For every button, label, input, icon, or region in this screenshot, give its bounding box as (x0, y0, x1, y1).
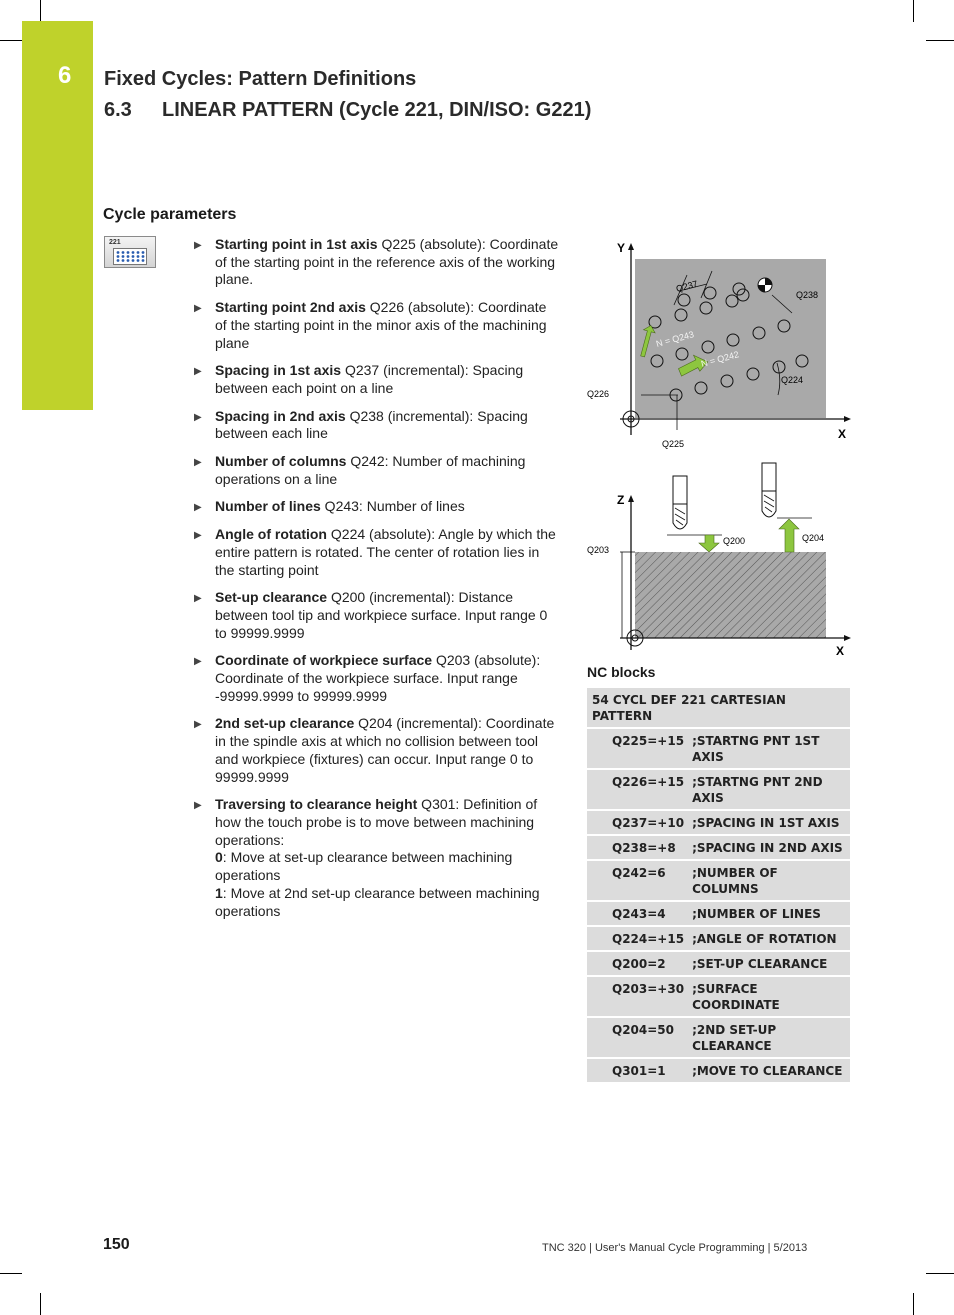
footer-text: TNC 320 | User's Manual Cycle Programming | 5/2013 (542, 1242, 808, 1254)
param-name: 2nd set-up clearance (215, 715, 355, 732)
param-q242 (194, 453, 560, 488)
param-desc: Q238 (incremental): Spacing between each line (215, 407, 528, 442)
nc-code: Q203=+30 (587, 976, 688, 1017)
nc-comment: ;SURFACE COORDINATE (688, 976, 850, 1017)
crop-mark (40, 0, 41, 22)
page-number: 150 (103, 1236, 130, 1253)
label-q237: Q237 (674, 278, 699, 294)
table-row (587, 810, 850, 835)
label-q242: N = Q242 (699, 349, 740, 369)
nc-code: Q224=+15 (587, 926, 688, 951)
bullet-arrow-icon: ▶ (194, 411, 202, 423)
option-key: 0 (215, 849, 223, 866)
tool-right-icon (762, 463, 776, 517)
pattern-diagram (582, 235, 852, 660)
table-row (587, 976, 850, 1017)
nc-code: Q225=+15 (587, 728, 688, 769)
param-q200 (194, 589, 560, 642)
param-q226 (194, 299, 560, 352)
axis-label-x: X (838, 427, 847, 441)
crop-mark (40, 1293, 41, 1315)
nc-code: Q243=4 (587, 901, 688, 926)
table-row (587, 835, 850, 860)
param-desc: Q243: Number of lines (320, 498, 465, 515)
label-q203: Q203 (587, 545, 610, 555)
bullet-arrow-icon: ▶ (194, 303, 202, 315)
y-axis-arrow-icon (628, 243, 634, 250)
nc-code: Q226=+15 (587, 769, 688, 810)
nc-comment: ;STARTNG PNT 1ST AXIS (688, 728, 850, 769)
nc-code: Q242=6 (587, 860, 688, 901)
table-row (587, 1058, 850, 1083)
param-name: Angle of rotation (215, 526, 327, 543)
label-q225: Q225 (662, 439, 685, 449)
section-number: 6.3 (104, 99, 132, 121)
axis-label-z: Z (617, 493, 625, 507)
param-q237 (194, 362, 560, 397)
label-q243: N = Q243 (654, 329, 695, 349)
param-q225 (194, 236, 560, 289)
bullet-arrow-icon: ▶ (194, 502, 202, 514)
side-view (587, 463, 851, 658)
param-desc: Q237 (incremental): Spacing between each point on a line (215, 362, 524, 396)
bullet-arrow-icon: ▶ (194, 800, 202, 812)
x-axis-arrow-icon (844, 416, 851, 422)
nc-blocks-table (587, 688, 850, 1084)
nc-comment: ;ANGLE OF ROTATION (688, 926, 850, 951)
axis-label-y: Y (617, 241, 626, 255)
bullet-arrow-icon: ▶ (194, 593, 202, 605)
table-row (587, 901, 850, 926)
param-q224 (194, 526, 560, 579)
table-row (587, 688, 850, 728)
x-axis-arrow-icon (844, 635, 851, 641)
green-arrow-icon (779, 519, 799, 552)
crop-mark (0, 40, 22, 41)
param-name: Starting point 2nd axis (215, 299, 366, 316)
nc-code: Q237=+10 (587, 810, 688, 835)
nc-code: Q301=1 (587, 1058, 688, 1083)
label-q224: Q224 (781, 375, 804, 385)
nc-blocks-heading: NC blocks (587, 664, 656, 680)
crop-mark (0, 1273, 22, 1274)
bullet-arrow-icon: ▶ (194, 240, 202, 251)
nc-comment: ;STARTNG PNT 2ND AXIS (688, 769, 850, 810)
nc-comment: ;NUMBER OF COLUMNS (688, 860, 850, 901)
z-axis-arrow-icon (628, 495, 634, 502)
bullet-arrow-icon: ▶ (194, 457, 202, 469)
nc-comment: ;SPACING IN 1ST AXIS (688, 810, 850, 835)
table-row (587, 951, 850, 976)
table-row (587, 728, 850, 769)
param-desc: Q301: Definition of how the touch probe is to move between machining operations: (215, 796, 538, 848)
param-name: Set-up clearance (215, 589, 328, 606)
cycle-parameter-list (194, 236, 560, 930)
param-name: Number of lines (215, 498, 321, 515)
softkey-label: 221 (109, 239, 121, 246)
param-name: Starting point in 1st axis (215, 236, 378, 252)
table-row (587, 1017, 850, 1058)
label-q238: Q238 (796, 290, 819, 300)
param-desc: Q225 (absolute): Coordinate of the starting point in the reference axis of the working plane. (215, 236, 559, 288)
nc-title: 54 CYCL DEF 221 CARTESIAN PATTERN (587, 688, 850, 728)
workpiece-side (635, 552, 826, 638)
option-key: 1 (215, 884, 223, 901)
option-text: : Move at 2nd set-up clearance between machining operations (215, 884, 540, 919)
cycle-221-softkey (104, 236, 156, 268)
nc-comment: ;MOVE TO CLEARANCE (688, 1058, 850, 1083)
nc-comment: ;SPACING IN 2ND AXIS (688, 835, 850, 860)
param-desc: Q200 (incremental): Distance between tool tip and workpiece surface. Input range 0 to 99999.9999 (215, 589, 548, 641)
param-name: Coordinate of workpiece surface (215, 652, 433, 669)
param-name: Traversing to clearance height (215, 796, 418, 813)
crop-mark (913, 1293, 914, 1315)
chapter-title: Fixed Cycles: Pattern Definitions (104, 68, 417, 90)
table-row (587, 769, 850, 810)
chapter-number: 6 (58, 62, 72, 89)
param-q243 (194, 498, 560, 516)
bullet-arrow-icon: ▶ (194, 656, 202, 668)
param-name: Spacing in 1st axis (215, 362, 342, 379)
crop-mark (913, 0, 914, 22)
param-q238 (194, 408, 560, 443)
nc-comment: ;2ND SET-UP CLEARANCE (688, 1017, 850, 1058)
nc-code: Q238=+8 (587, 835, 688, 860)
param-name: Number of columns (215, 453, 347, 470)
nc-comment: ;NUMBER OF LINES (688, 901, 850, 926)
tool-left-icon (673, 476, 687, 529)
cycle-parameters-heading: Cycle parameters (103, 206, 237, 223)
option-text: : Move at set-up clearance between machining operations (215, 849, 513, 884)
nc-comment: ;SET-UP CLEARANCE (688, 951, 850, 976)
param-q301 (194, 796, 560, 920)
label-q204: Q204 (802, 533, 825, 543)
param-desc: Q224 (absolute): Angle by which the entire pattern is rotated. The center of rotation lies in the starting point (215, 526, 556, 578)
param-name: Spacing in 2nd axis (215, 407, 346, 424)
label-q200: Q200 (723, 536, 746, 546)
param-desc: Q242: Number of machining operations on a line (215, 453, 526, 487)
bullet-arrow-icon: ▶ (194, 366, 202, 378)
label-q226: Q226 (587, 389, 610, 399)
green-arrow-icon (699, 535, 719, 552)
crop-mark (926, 40, 954, 41)
param-q204 (194, 715, 560, 786)
table-row (587, 860, 850, 901)
crop-mark (926, 1273, 954, 1274)
param-q203 (194, 652, 560, 705)
nc-code: Q200=2 (587, 951, 688, 976)
param-desc: Q204 (incremental): Coordinate in the spindle axis at which no collision between tool and workpiece (fixtures) can occur. Input range 0 to 99999.9999 (215, 715, 555, 785)
section-title: LINEAR PATTERN (Cycle 221, DIN/ISO: G221) (162, 99, 592, 121)
param-desc: Q203 (absolute): Coordinate of the workpiece surface. Input range -99999.9999 to 99999.9999 (215, 652, 541, 704)
axis-label-x: X (836, 644, 845, 658)
bullet-arrow-icon: ▶ (194, 719, 202, 731)
top-view (587, 241, 851, 449)
table-row (587, 926, 850, 951)
bullet-arrow-icon: ▶ (194, 530, 202, 542)
dot-pattern-icon (113, 248, 147, 265)
nc-code: Q204=50 (587, 1017, 688, 1058)
param-desc: Q226 (absolute): Coordinate of the starting point in the minor axis of the machining plane (215, 299, 547, 351)
